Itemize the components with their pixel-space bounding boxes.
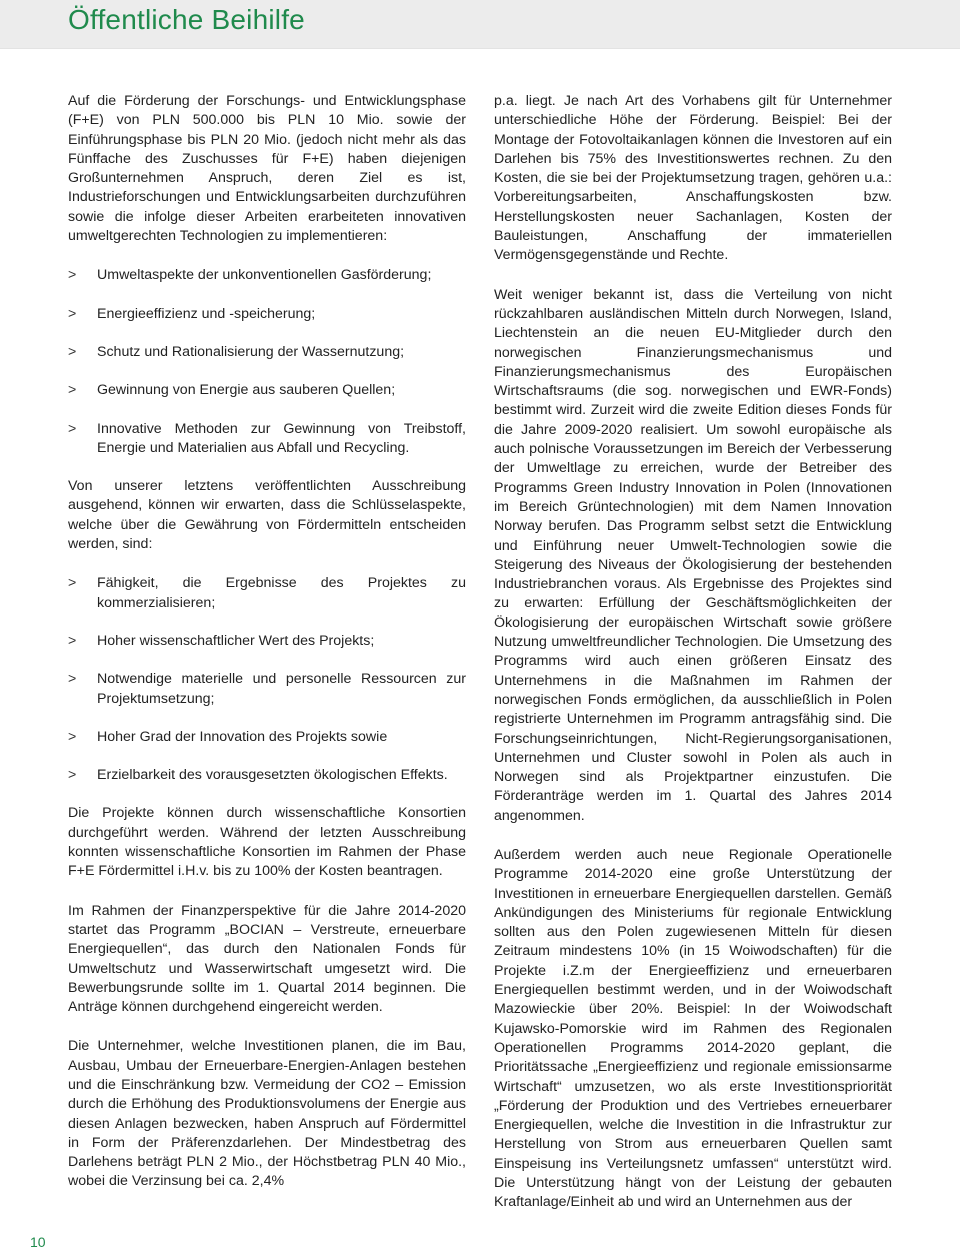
list-item: > Gewinnung von Energie aus sauberen Quellen; — [68, 381, 466, 400]
chevron-right-icon: > — [68, 767, 77, 784]
header-band — [0, 0, 960, 49]
list-item: > Hoher wissenschaftlicher Wert des Projekts; — [68, 632, 466, 651]
chevron-right-icon: > — [68, 305, 77, 322]
regional-programmes-paragraph: Außerdem werden auch neue Regionale Operationelle Programme 2014-2020 eine große Unterstützung der Investitionen in erneuerbare Energiequellen darstellen. Gemäß Ankündigungen des Ministeriums für regionale Entwicklung sollten aus den Polen zugewiesenen Mitteln für diesen Zeitraum mindestens 10% (in 15 Woiwodschaften) für die Projekte i.Z.m der Energieeffizienz und erneuerbaren Energiequellen bestimmt werden, und in der Woiwodschaft Mazowieckie über 20%. Beispiel: In der Woiwodschaft Kujawsko-Pomorskie wird im Rahmen des Regionalen Operationellen Programms 2014-2020 geplant, die Prioritätssache „Energieeffizienz und regionale emissionsarme Wirtschaft“ umzusetzen, wo als erste Investitionspriorität „Förderung der Produktion und des Vertriebes erneuerbarer Energiequellen, welche die Investition in die Infrastruktur zur Herstellung von Strom aus erneuerbaren Quellen samt Einspeisung ins Verteilungsnetz umfassen“ unterstützt wird. Die Unterstützung hängt von der Leistung der gebauten Kraftanlage/Einheit ab und wird an Unternehmen aus der — [494, 846, 892, 1211]
norway-fund-paragraph: Weit weniger bekannt ist, dass die Verteilung von nicht rückzahlbaren ausländischen Mitteln durch Norwegen, Island, Liechtenstein an die neuen EU-Mitglieder durch den norwegischen Finanzierungsmechanismus und Finanzierungsmechanismus des Europäischen Wirtschaftsraums (die sog. norwegischen und EWR-Fonds) bestimmt wird. Zurzeit wird die zweite Edition dieses Fonds für die Jahre 2009-2020 realisiert. Um sowohl europäische als auch polnische Voraussetzungen im Bereich der Verbesserung der Umweltlage zu erreichen, wurde der Betreiber des Programms Green Industry Innovation in Polen (Innovationen im Bereich Grüntechnologien) mit dem Namen Innovation Norway berufen. Das Programm selbst setzt die Entwicklung und Einführung neuer Umwelt-Technologien sowie die Steigerung des Niveaus der Ökologisierung der bestehenden Industriebranchen voraus. Als Ergebnisse des Projektes sind zu erwarten: Erfüllung der Geschäftsmöglichkeiten der Ökologisierung der europäischen Wirtschaft sowie größere Nutzung umweltfreundlicher Technologien. Die Umsetzung des Programms wird auch einen größeren Einsatz des Unternehmens in die Maßnahmen im Rahmen der norwegischen Fonds ermöglichen, da ausschließlich in Polen registrierte Unternehmen im Programm antragsfähig sind. Die Forschungseinrichtungen, Nicht-Regierungsorganisationen, Unternehmen und Cluster sowohl in Polen als auch in Norwegen sind als Projektpartner einzustufen. Die Förderanträge werden im 1. Quartal des Jahres 2014 angenommen. — [494, 286, 892, 824]
list-item: > Schutz und Rationalisierung der Wassernutzung; — [68, 343, 466, 362]
key-aspects-paragraph: Von unserer letztens veröffentlichten Ausschreibung ausgehend, können wir erwarten, dass die Schlüsselaspekte, welche über die Gewährung von Fördermitteln entscheiden werden, sind: — [68, 478, 466, 553]
page-number: 10 — [30, 1234, 46, 1250]
consortia-paragraph: Die Projekte können durch wissenschaftliche Konsortien durchgeführt werden. Während der letzten Ausschreibung konnten wissenschaftliche Konsortien im Rahmen der Phase F+E Fördermittel i.H.v. bis zu 100% der Kosten beantragen. — [68, 805, 466, 880]
page-title: Öffentliche Beihilfe — [68, 4, 305, 35]
bocian-paragraph: Im Rahmen der Finanzperspektive für die Jahre 2014-2020 startet das Programm „BOCIAN – Verstreute, erneuerbare Energiequellen“, das durch den Nationalen Fonds für Umweltschutz und Wasserwirtschaft umgesetzt wird. Die Bewerbungsrunde sollte im 1. Quartal 2014 beginnen. Die Anträge können durchgehend eingereicht werden. — [68, 902, 466, 1016]
chevron-right-icon: > — [68, 420, 77, 437]
chevron-right-icon: > — [68, 575, 77, 592]
list-item: > Notwendige materielle und personelle Ressourcen zur Projektumsetzung; — [68, 671, 466, 707]
right-column — [494, 92, 892, 1213]
key-aspects-list — [68, 574, 466, 785]
research-areas-list — [68, 266, 466, 458]
chevron-right-icon: > — [68, 632, 77, 649]
loan-paragraph: Die Unternehmer, welche Investitionen planen, die im Bau, Ausbau, Umbau der Erneuerbare-Energien-Anlagen bestehen und die Einschränkung bzw. Vermeidung der CO2 – Emission durch die Erhöhung des Produktionsvolumens der Energie aus diesen Anlagen bezwecken, haben Anspruch auf Fördermittel in Form der Präferenzdarlehen. Der Mindestbetrag des Darlehens beträgt PLN 2 Mio., der Höchstbetrag PLN 40 Mio., wobei die Verzinsung bei ca. 2,4% — [68, 1038, 466, 1190]
funding-amount-paragraph: p.a. liegt. Je nach Art des Vorhabens gilt für Unternehmer unterschiedliche Höhe der Förderung. Beispiel: Bei der Montage der Fotovoltaikanlagen können die Investoren auf ein Darlehen bis 75% des Investitionswertes rechnen. Zu den Kosten, die sie bei der Projektumsetzung tragen, gehören u.a.: Vorbereitungsarbeiten, Anschaffungskosten bzw. Herstellungskosten neuer Sachanlagen, Kosten der Bauleistungen, Anschaffung der immateriellen Vermögensgegenstände und Rechte. — [494, 93, 892, 264]
chevron-right-icon: > — [68, 728, 77, 745]
list-item: > Fähigkeit, die Ergebnisse des Projektes zu kommerzialisieren; — [68, 575, 466, 611]
chevron-right-icon: > — [68, 267, 77, 284]
list-item: > Umweltaspekte der unkonventionellen Gasförderung; — [68, 266, 466, 285]
list-item: > Erzielbarkeit des vorausgesetzten ökologischen Effekts. — [68, 766, 466, 785]
list-item: > Innovative Methoden zur Gewinnung von Treibstoff, Energie und Materialien aus Abfall und Recycling. — [68, 420, 466, 456]
chevron-right-icon: > — [68, 671, 77, 688]
chevron-right-icon: > — [68, 382, 77, 399]
list-item: > Energieeffizienz und -speicherung; — [68, 305, 466, 324]
left-column — [68, 92, 466, 1192]
chevron-right-icon: > — [68, 343, 77, 360]
intro-paragraph: Auf die Förderung der Forschungs- und Entwicklungsphase (F+E) von PLN 500.000 bis PLN 10 Mio. sowie der Einführungsphase bis PLN 20 Mio. (jedoch nicht mehr als das Fünffache des Zuschusses für F+E) haben diejenigen Großunternehmen Anspruch, deren Ziel es ist, Industrieforschungen und Entwicklungsarbeiten durchzuführen sowie die infolge dieser Arbeiten erarbeiteten innovativen umweltgerechten Technologien zu implementieren: — [68, 93, 466, 245]
list-item: > Hoher Grad der Innovation des Projekts sowie — [68, 728, 466, 747]
